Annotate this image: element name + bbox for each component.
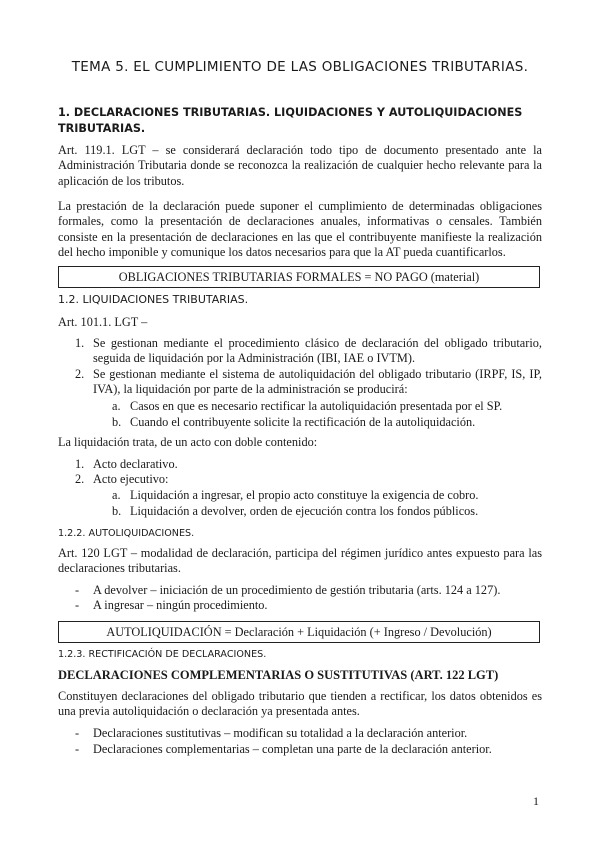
list-item: Se gestionan mediante el procedimiento clásico de declaración del obligado tributario, seguida de liquidación por la Administración (IBI, IAE o IVTM). [93,336,542,366]
list-item: A ingresar – ningún procedimiento. [93,598,268,612]
section-1-paragraph-1: Art. 119.1. LGT – se considerará declaración todo tipo de documento presentado ante la Administración Tributaria donde se reconozca la realización de cualquier hecho relevante para la aplicación de los tributos. [58,143,542,188]
section-1-2-3-subheading: DECLARACIONES COMPLEMENTARIAS O SUSTITUTIVAS (ART. 122 LGT) [58,668,499,682]
list-item: Casos en que es necesario rectificar la autoliquidación presentada por el SP. [130,399,503,413]
list-marker: 1. [75,336,85,350]
section-1-paragraph-2: La prestación de la declaración puede suponer el cumplimiento de determinadas obligaciones formales, como la presentación de declaraciones anuales, informativas o censales. También consiste en la presentación de declaraciones en las que el contribuyente manifieste la realización del hecho imponible y comunique los datos necesarios para que la AT pueda cuantificarlos. [58,199,542,259]
list-item: Liquidación a ingresar, el propio acto constituye la exigencia de cobro. [130,488,479,502]
page-number: 1 [533,794,539,808]
document-title: TEMA 5. EL CUMPLIMIENTO DE LAS OBLIGACIONES TRIBUTARIAS. [71,59,529,75]
list-marker: - [75,583,80,597]
list-marker: 2. [75,367,85,381]
list-item: Declaraciones complementarias – completan una parte de la declaración anterior. [93,742,492,756]
list-marker: - [75,598,80,612]
autoliquidation-box: AUTOLIQUIDACIÓN = Declaración + Liquidación (+ Ingreso / Devolución) [58,621,540,643]
section-1-2-2-paragraph: Art. 120 LGT – modalidad de declaración, participa del régimen jurídico antes expuesto para las declaraciones tributarias. [58,546,542,576]
list-marker: a. [112,488,121,502]
list-marker: b. [112,504,122,518]
list-item: A devolver – iniciación de un procedimiento de gestión tributaria (arts. 124 a 127). [93,583,501,597]
formal-obligations-box: OBLIGACIONES TRIBUTARIAS FORMALES = NO PAGO (material) [58,266,540,288]
section-1-2-heading: 1.2. LIQUIDACIONES TRIBUTARIAS. [58,293,249,306]
section-1-2-intro: Art. 101.1. LGT – [58,315,148,329]
section-1-heading: 1. DECLARACIONES TRIBUTARIAS. LIQUIDACIONES Y AUTOLIQUIDACIONES TRIBUTARIAS. [58,106,523,135]
list-item: Se gestionan mediante el sistema de autoliquidación del obligado tributario (IRPF, IS, IP, IVA), la liquidación por parte de la administración se producirá: [93,367,542,397]
list-marker: b. [112,415,122,429]
list-item: Liquidación a devolver, orden de ejecución contra los fondos públicos. [130,504,479,518]
list-item: Acto declarativo. [93,457,178,471]
list-item: Cuando el contribuyente solicite la rectificación de la autoliquidación. [130,415,476,429]
list-marker: 2. [75,472,85,486]
list-marker: - [75,726,80,740]
section-1-2-3-heading: 1.2.3. RECTIFICACIÓN DE DECLARACIONES. [58,649,267,660]
list-marker: 1. [75,457,85,471]
list-item: Acto ejecutivo: [93,472,169,486]
list-marker: a. [112,399,121,413]
list-item: Declaraciones sustitutivas – modifican su totalidad a la declaración anterior. [93,726,468,740]
section-1-2-paragraph: La liquidación trata, de un acto con doble contenido: [58,435,318,449]
list-marker: - [75,742,80,756]
section-1-2-2-heading: 1.2.2. AUTOLIQUIDACIONES. [58,528,195,539]
section-1-2-3-paragraph: Constituyen declaraciones del obligado tributario que tienden a rectificar, los datos obtenidos es una previa autoliquidación o declaración ya presentada antes. [58,689,542,719]
